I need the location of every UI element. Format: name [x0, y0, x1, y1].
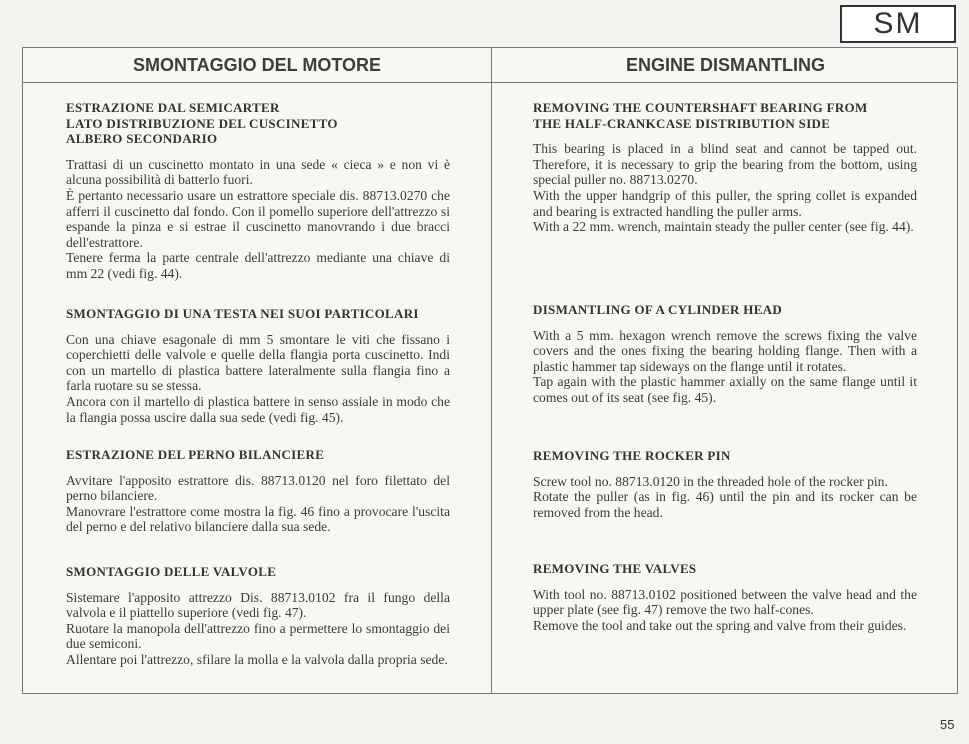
section-estrazione-perno [66, 447, 450, 535]
section-dismantling-head [533, 302, 917, 406]
paragraph: Tap again with the plastic hammer axially on the same flange until it comes out of its seat (see fig. 45). [533, 374, 917, 405]
paragraph: Rotate the puller (as in fig. 46) until the pin and its rocker can be removed from the head. [533, 489, 917, 520]
paragraph: Manovrare l'estrattore come mostra la fig. 46 fino a provocare l'uscita del perno e del relativo bilanciere dalla sua sede. [66, 503, 450, 535]
paragraph: Ruotare la manopola dell'attrezzo fino a permettere lo smontaggio dei due semiconi. [66, 620, 450, 652]
paragraph: With tool no. 88713.0102 positioned between the valve head and the upper plate (see fig. 47) remove the two half-cones. [533, 586, 917, 618]
section-title: REMOVING THE VALVES [533, 561, 697, 576]
section-title: SMONTAGGIO DELLE VALVOLE [66, 564, 277, 579]
paragraph: Trattasi di un cuscinetto montato in una sede « cieca » e non vi è alcuna possibilità di batterlo fuori. [66, 156, 450, 188]
section-estrazione-cuscinetto [66, 100, 450, 282]
italian-title: SMONTAGGIO DEL MOTORE [132, 55, 381, 75]
header-rule [23, 82, 957, 83]
paragraph: Avvitare l'apposito estrattore dis. 88713.0120 nel foro filettato del perno bilanciere. [66, 472, 450, 504]
section-title: ESTRAZIONE DAL SEMICARTER LATO DISTRIBUZIONE DEL CUSCINETTO ALBERO SECONDARIO [66, 100, 338, 147]
section-removing-bearing [533, 100, 917, 235]
paragraph: È pertanto necessario usare un estrattore speciale dis. 88713.0270 che afferri il cuscinetto dal fondo. Con il pomello superiore dell'attrezzo si espande la pinza e si estrae il cuscinetto manovrando i due bracci dell'estrattore. [66, 187, 450, 250]
section-title: REMOVING THE COUNTERSHAFT BEARING FROM THE HALF-CRANKCASE DISTRIBUTION SIDE [533, 100, 868, 131]
paragraph: With a 22 mm. wrench, maintain steady the puller center (see fig. 44). [533, 219, 914, 235]
english-title: ENGINE DISMANTLING [625, 55, 825, 75]
section-removing-rocker-pin [533, 448, 917, 520]
paragraph: Screw tool no. 88713.0120 in the threaded hole of the rocker pin. [533, 473, 888, 489]
section-tab: SM [840, 5, 956, 43]
paragraph: Tenere ferma la parte centrale dell'attrezzo mediante una chiave di mm 22 (vedi fig. 44). [66, 250, 450, 281]
section-smontaggio-testa [66, 306, 450, 425]
section-title: DISMANTLING OF A CYLINDER HEAD [533, 302, 783, 317]
page-number: 55 [940, 717, 955, 732]
section-title: SMONTAGGIO DI UNA TESTA NEI SUOI PARTICOLARI [66, 306, 419, 321]
content-frame [22, 47, 958, 694]
paragraph: Con una chiave esagonale di mm 5 smontare le viti che fissano i coperchietti delle valvole e quelle della flangia porta cuscinetto. Indi con un martello di plastica battere lateralmente sulla flangia fino a farla ruotare su se stessa. [66, 331, 450, 394]
section-smontaggio-valvole [66, 564, 450, 668]
paragraph: With a 5 mm. hexagon wrench remove the screws fixing the valve covers and the ones fixing the bearing holding flange. Then with a plastic hammer tap sideways on the flange until it rotates. [533, 327, 917, 374]
paragraph: With the upper handgrip of this puller, the spring collet is expanded and bearing is extracted handling the puller arms. [533, 187, 917, 219]
paragraph: This bearing is placed in a blind seat and cannot be tapped out. Therefore, it is necessary to grip the bearing from the bottom, using special puller no. 88713.0270. [533, 141, 917, 188]
paragraph: Ancora con il martello di plastica battere in senso assiale in modo che la flangia possa uscire dalla sua sede (vedi fig. 45). [66, 393, 450, 425]
column-divider [491, 48, 492, 693]
paragraph: Remove the tool and take out the spring and valve from their guides. [533, 617, 907, 633]
section-title: ESTRAZIONE DEL PERNO BILANCIERE [66, 447, 325, 462]
section-removing-valves [533, 561, 917, 633]
paragraph: Allentare poi l'attrezzo, sfilare la molla e la valvola dalla propria sede. [66, 651, 448, 667]
section-title: REMOVING THE ROCKER PIN [533, 448, 731, 463]
paragraph: Sistemare l'apposito attrezzo Dis. 88713.0102 fra il fungo della valvola e il piattello superiore (vedi fig. 47). [66, 589, 450, 621]
